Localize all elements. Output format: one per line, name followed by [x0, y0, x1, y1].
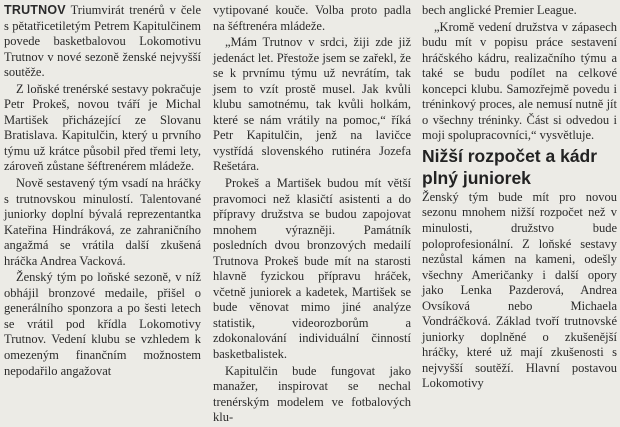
lead-text: Triumvirát trenérů v čele s pětatřicetiletým Petrem Kapitulčinem povede basketbalovou Lokomotivu Trutnov v nové sezoně ženské nejvyšší soutěže. [4, 3, 201, 80]
lead-paragraph [4, 3, 201, 81]
paragraph-continued: bech anglické Premier League. [422, 3, 577, 17]
paragraph: Nově sestavený tým vsadí na hráčky s trutnovskou minulostí. Talentované juniorky doplní bývalá reprezentantka Kateřina Hindráková, ze zahraničního angažmá se vrátila další zkušená hráčka Andrea Vacková. [4, 176, 201, 268]
paragraph: Ženský tým bude mít pro novou sezonu mnohem nižší rozpočet než v minulosti, družstvo bude poloprofesionální. Z loňské sestavy nezůstal kámen na kameni, odešly všechny Američanky i další opory jako Lenka Pazderová, Andrea Ovsíková nebo Michaela Vondráčková. Základ tvoří trutnovské juniorky doplněné o zkušenější hráčky, které už mají zkušenosti s nejvyšší soutěží. Hlavní postavou Lokomotivy [422, 189, 617, 391]
dateline: TRUTNOV [4, 3, 66, 17]
quote-paragraph: „Kromě vedení družstva v zápasech budu mít v popisu práce sestavení hráčského kádru, realizačního týmu a také se budu podílet na celkové koncepci klubu. Samozřejmě povedu i tréninkový proces, ale nemusí nutně jít o všechny tréninky. Část si odvedou i moji spolupracovníci,“ vysvětluje. [422, 19, 617, 143]
paragraph: Kapitulčin bude fungovat jako manažer, inspirovat se nechal trenérským modelem ve fotbalových klu- [213, 363, 411, 425]
column-2 [213, 3, 411, 427]
subheading: Nižší rozpočet a kádr plný juniorek [422, 145, 598, 188]
column-3 [422, 3, 617, 393]
paragraph-continued: vytipované kouče. Volba proto padla na šéftrenéra mládeže. [213, 3, 411, 33]
quote-paragraph: „Mám Trutnov v srdci, žiji zde již jedenáct let. Přestože jsem se zařekl, že se k prvnímu týmu už nevrátím, tak jsem to vzít prostě musel. Jak kvůli klubu samotnému, tak kvůli holkám, které se nám vrátily na pomoc,“ říká Petr Kapitulčin, jenž na lavičce vystřídá slovenského rutinéra Jozefa Rešetára. [213, 35, 411, 174]
paragraph: Prokeš a Martišek budou mít větší pravomoci než klasičtí asistenti a do přípravy družstva se budou zapojovat mnohem výrazněji. Památník posledních dvou bronzových medailí Trutnova Prokeš bude mít na starosti hlavně fyzickou přípravu hráček, včetně juniorek a kadetek, Martišek se bude věnovat mimo jiné analýze statistik, videorozborům a zdokonalování individuální činností basketbalistek. [213, 176, 411, 362]
column-1 [4, 3, 201, 380]
paragraph: Z loňské trenérské sestavy pokračuje Petr Prokeš, novou tváří je Michal Martišek přicházející ze Slovanu Bratislava. Kapitulčin, který u prvního týmu už krátce působil před třemi lety, zároveň zůstane šéftrenérem mládeže. [4, 81, 201, 174]
paragraph: Ženský tým po loňské sezoně, v níž obhájil bronzové medaile, přišel o generálního sponzora a po šesti letech se vrátil pod křídla Lokomotivy Trutnov. Vedení klubu se vzhledem k omezeným finančním možnostem nepodařilo angažovat [4, 270, 201, 378]
